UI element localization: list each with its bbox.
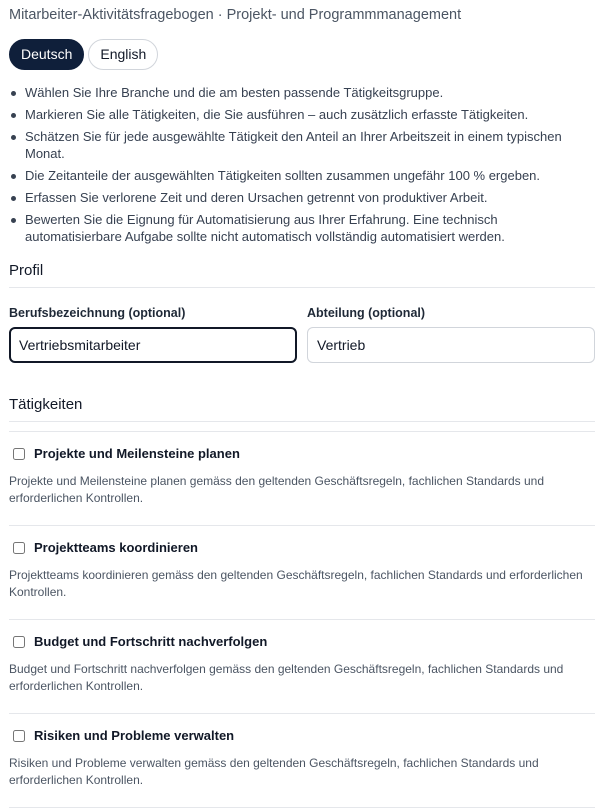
activity-checkbox[interactable]	[13, 448, 25, 460]
activity-description: Projektteams koordinieren gemäss den geltenden Geschäftsregeln, fachlichen Standards und erforderlichen Kontrollen.	[9, 568, 583, 599]
survey-page	[0, 6, 604, 808]
activity-item	[9, 620, 595, 714]
language-toggle	[9, 39, 595, 70]
activity-title: Projektteams koordinieren	[34, 540, 198, 555]
activity-item	[9, 526, 595, 620]
activities-heading: Tätigkeiten	[9, 396, 595, 422]
department-input[interactable]	[307, 327, 595, 363]
activity-list	[9, 431, 595, 808]
activity-description: Budget und Fortschritt nachverfolgen gemäss den geltenden Geschäftsregeln, fachlichen Standards und erforderlichen Kontrollen.	[9, 662, 564, 693]
job-title-input[interactable]	[9, 327, 297, 363]
profile-section	[9, 262, 595, 363]
activity-header	[9, 634, 595, 649]
profile-fields	[9, 306, 595, 363]
instruction-item: Markieren Sie alle Tätigkeiten, die Sie ausführen – auch zusätzlich erfasste Tätigkeiten.	[9, 106, 595, 123]
instruction-item: Erfassen Sie verlorene Zeit und deren Ursachen getrennt von produktiver Arbeit.	[9, 189, 595, 206]
activity-description: Risiken und Probleme verwalten gemäss den geltenden Geschäftsregeln, fachlichen Standards und erforderlichen Kontrollen.	[9, 756, 539, 787]
activity-header	[9, 446, 595, 461]
instructions-list	[9, 84, 595, 245]
activity-title: Budget und Fortschritt nachverfolgen	[34, 634, 268, 649]
page-title: Mitarbeiter-Aktivitätsfragebogen · Projekt- und Programmmanagement	[9, 7, 462, 23]
job-title-field-group	[9, 306, 297, 363]
department-label: Abteilung (optional)	[307, 306, 426, 320]
instruction-item: Schätzen Sie für jede ausgewählte Tätigkeit den Anteil an Ihrer Arbeitszeit in einem typischen Monat.	[9, 128, 595, 162]
activity-checkbox[interactable]	[13, 636, 25, 648]
activity-checkbox[interactable]	[13, 730, 25, 742]
language-button-english[interactable]: English	[88, 39, 158, 70]
activity-item	[9, 714, 595, 808]
activity-description: Projekte und Meilensteine planen gemäss den geltenden Geschäftsregeln, fachlichen Standards und erforderlichen Kontrollen.	[9, 474, 545, 505]
activity-header	[9, 728, 595, 743]
activity-header	[9, 540, 595, 555]
instruction-item: Die Zeitanteile der ausgewählten Tätigkeiten sollten zusammen ungefähr 100 % ergeben.	[9, 167, 595, 184]
activity-checkbox[interactable]	[13, 542, 25, 554]
profile-heading: Profil	[9, 262, 595, 288]
activity-title: Projekte und Meilensteine planen	[34, 446, 240, 461]
activities-section	[9, 396, 595, 808]
activity-item	[9, 431, 595, 526]
language-button-deutsch[interactable]: Deutsch	[9, 39, 84, 70]
instruction-item: Bewerten Sie die Eignung für Automatisierung aus Ihrer Erfahrung. Eine technisch automatisierbare Aufgabe sollte nicht automatisch vollständig automatisiert werden.	[9, 211, 595, 245]
department-field-group	[307, 306, 595, 363]
activity-title: Risiken und Probleme verwalten	[34, 728, 235, 743]
instruction-item: Wählen Sie Ihre Branche und die am besten passende Tätigkeitsgruppe.	[9, 84, 595, 101]
job-title-label: Berufsbezeichnung (optional)	[9, 306, 186, 320]
